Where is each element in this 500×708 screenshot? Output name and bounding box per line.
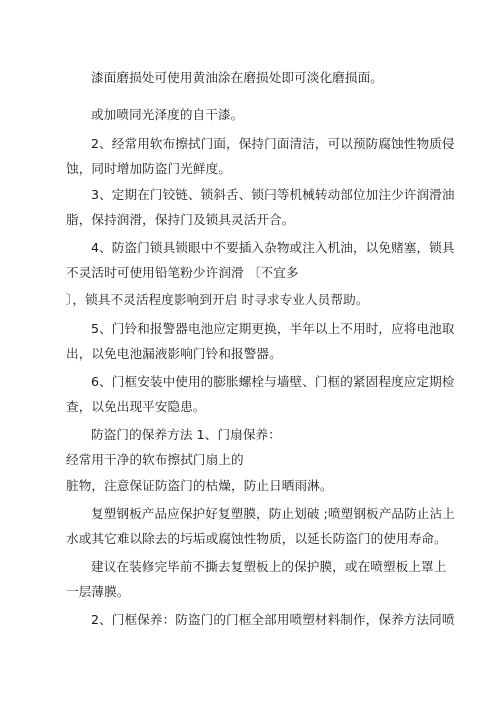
text-line: 水或其它难以除去的圬垢或腐蚀性物质，以延长防盗门的使用寿命。	[66, 531, 447, 546]
text-line: 或加喷同光泽度的自干漆。	[91, 107, 244, 122]
text-line: 建议在装修完毕前不撕去复塑板上的保护膜，或在喷塑板上罩上	[91, 559, 447, 574]
text-line: 〕，锁具不灵活程度影响到开启 时寻求专业人员帮助。	[66, 292, 369, 307]
text-line: 防盗门的保养方法 1、门扇保养：	[91, 427, 281, 442]
text-line: 查，以免出现平安隐患。	[66, 399, 206, 414]
text-line: 不灵活时可使用铅笔粉少许润滑 〔不宜多	[66, 265, 299, 280]
text-line: 漆面磨损处可使用黄油涂在磨损处即可淡化磨损面。	[91, 70, 383, 85]
text-line: 经常用干净的软布擦拭门扇上的	[66, 452, 244, 467]
text-line: 复塑钢板产品应保护好复塑膜，防止划破 ;喷塑钢板产品防止沾上	[91, 506, 455, 521]
text-line: 4、防盗门锁具锁眼中不要插入杂物或注入机油，以免赌塞，锁具	[91, 240, 455, 255]
text-line: 蚀，同时增加防盗门光鲜度。	[66, 161, 232, 176]
text-line: 一层薄膜。	[66, 584, 130, 599]
text-line: 6、门框安装中使用的膨胀螺栓与墙壁、门框的紧固程度应定期检	[91, 374, 455, 389]
text-line: 出，以免电池漏液影响门铃和报警器。	[66, 346, 282, 361]
text-line: 5、门铃和报警器电池应定期更换，半年以上不用时，应将电池取	[91, 321, 455, 336]
text-line: 2、经常用软布擦拭门面，保持门面清洁，可以预防腐蚀性物质侵	[91, 136, 455, 151]
text-line: 3、定期在门铰链、锁斜舌、锁闩等机械转动部位加注少许润滑油	[91, 187, 455, 202]
text-line: 2、门框保养：防盗门的门框全部用喷塑材料制作，保养方法同喷	[91, 612, 455, 627]
text-line: 脏物，注意保证防盗门的枯燥，防止日晒雨淋。	[66, 478, 333, 493]
text-line: 脂，保持润滑，保持门及锁具灵活开合。	[66, 212, 295, 227]
